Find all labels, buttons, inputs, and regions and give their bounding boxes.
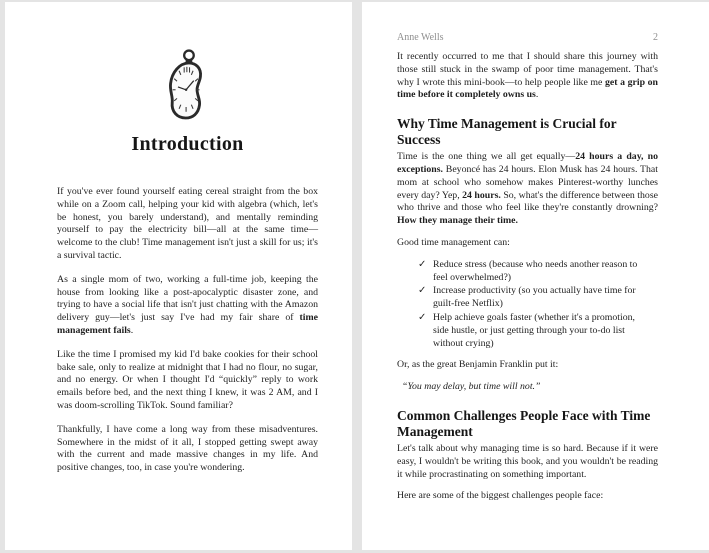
- running-header: [397, 32, 658, 43]
- paragraph-why-so-hard: Let's talk about why managing time is so hard. Because if it were easy, I wouldn't be writing this book, and you wouldn't be reading it while procrastinating on something important.: [397, 442, 658, 480]
- melting-clock-icon: [166, 48, 210, 122]
- paragraph-single-mom: As a single mom of two, working a full-time job, keeping the house from looking like a post-apocalyptic disaster zone, and trying to have a social life that isn't just chatting with the Amazon delivery guy—let's just say I've had my fair share of time management fails.: [57, 273, 318, 336]
- bullet-text: Reduce stress (because who needs another reason to feel overwhelmed?): [433, 258, 638, 283]
- paragraph-biggest-challenges: Here are some of the biggest challenges people face:: [397, 490, 604, 502]
- page-number: 2: [653, 32, 658, 43]
- bullet-increase-productivity: [418, 285, 648, 311]
- section-heading-common-challenges: Common Challenges People Face with Time Management: [397, 407, 651, 439]
- benefit-bullet-list: [418, 259, 648, 351]
- franklin-quote: “You may delay, but time will not.”: [402, 381, 541, 393]
- chapter-title: Introduction: [131, 133, 244, 155]
- check-icon: ✓: [418, 285, 427, 297]
- paragraph-share-journey: It recently occurred to me that I should share this journey with those still stuck in the swamp of poor time management. That's why I wrote this mini-book—to help people like me get a grip on time before it completely owns us.: [397, 51, 658, 101]
- section-heading-why-time-management: Why Time Management is Crucial for Success: [397, 116, 617, 148]
- page-right: [362, 2, 709, 550]
- running-header-author: Anne Wells: [397, 32, 444, 43]
- page-left: [5, 2, 352, 550]
- paragraph-franklin-intro: Or, as the great Benjamin Franklin put it:: [397, 359, 559, 371]
- bullet-text: Increase productivity (so you actually have time for guilt-free Netflix): [433, 285, 636, 310]
- chapter-ornament: [57, 48, 318, 127]
- paragraph-bake-cookies: Like the time I promised my kid I'd bake cookies for their school bake sale, only to realize at midnight that I had no flour, no sugar, and no energy. Or when I thought I'd “quickly” reply to work emails before bed, and the next thing I knew, it was 2 AM, and I was doom-scrolling TikTok. Sound familiar?: [57, 348, 318, 411]
- bullet-achieve-goals: [418, 312, 648, 350]
- check-icon: ✓: [418, 311, 427, 323]
- bullet-text: Help achieve goals faster (whether it's a promotion, side hustle, or just getting through your to-do list without crying): [433, 311, 635, 349]
- check-icon: ✓: [418, 258, 427, 270]
- paragraph-24-hours: Time is the one thing we all get equally—24 hours a day, no exceptions. Beyoncé has 24 hours. Elon Musk has 24 hours. That mom at school who somehow makes Pinterest-worthy lunches every day? Yep, 24 hours. So, what's the difference between those who thrive and those who feel like they're constantly drowning? How they manage their time.: [397, 151, 659, 227]
- paragraph-lead-in: Good time management can:: [397, 236, 510, 248]
- bullet-reduce-stress: [418, 259, 648, 285]
- paragraph-thankfully: Thankfully, I have come a long way from these misadventures. Somewhere in the midst of it all, I stopped getting swept away with the current and made massive changes in my life. And positive changes, too, in case you're wondering.: [57, 423, 318, 474]
- paragraph-survival-tactic: If you've ever found yourself eating cereal straight from the box while on a Zoom call, helping your kid with algebra (which, let's be honest, you barely understand), and mentally reminding yourself to pay the electricity bill—all at the same time—welcome to the club! Time management isn't just a skill for us; it's a survival tactic.: [57, 186, 318, 261]
- page-gap: [352, 2, 362, 550]
